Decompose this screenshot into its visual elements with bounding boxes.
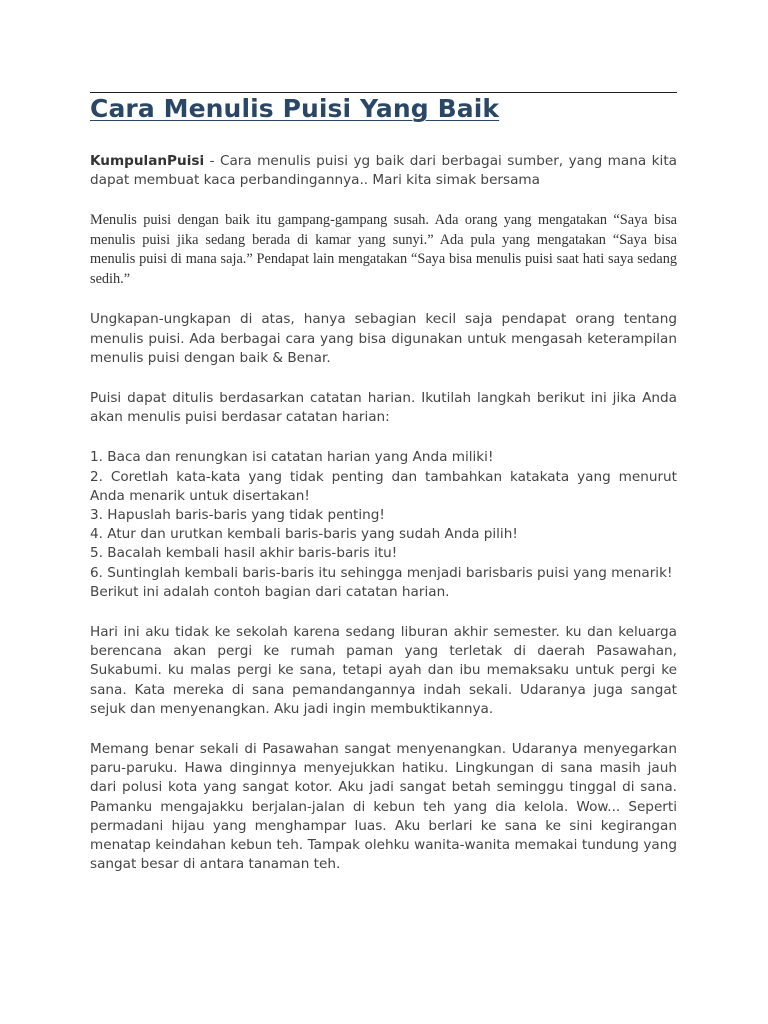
list-item: 4. Atur dan urutkan kembali baris-baris yang sudah Anda pilih! bbox=[90, 526, 518, 543]
body-paragraph-4: Memang benar sekali di Pasawahan sangat menyenangkan. Udaranya menyegarkan paru-paruku. Hawa dinginnya menyejukkan hatiku. Lingkungan di sana masih jauh dari polusi kota yang sangat kotor. Aku jadi sangat betah seminggu tinggal di sana. Pamanku mengajakku berjalan-jalan di kebun teh yang dia kelola. Wow... Seperti permadani hijau yang menghampar luas. Aku berlari ke sana ke sini kegirangan menatap keindahan kebun teh. Tampak olehku wanita-wanita memakai tundung yang sangat besar di antara tanaman teh. bbox=[90, 741, 677, 873]
body-paragraph-2: Puisi dapat ditulis berdasarkan catatan harian. Ikutilah langkah berikut ini jika Anda akan menulis puisi berdasar catatan harian: bbox=[90, 390, 677, 426]
list-item: 2. Coretlah kata-kata yang tidak penting dan tambahkan katakata yang menurut Anda menarik untuk disertakan! bbox=[90, 468, 677, 504]
list-item: 5. Bacalah kembali hasil akhir baris-baris itu! bbox=[90, 545, 398, 562]
list-item: 6. Suntinglah kembali baris-baris itu sehingga menjadi barisbaris puisi yang menarik! bbox=[90, 564, 673, 581]
after-steps-text: Berikut ini adalah contoh bagian dari catatan harian. bbox=[90, 583, 450, 600]
top-divider bbox=[90, 92, 677, 93]
steps-list bbox=[90, 448, 677, 602]
intro-paragraph bbox=[90, 152, 677, 190]
document-page bbox=[90, 92, 677, 874]
list-item: 1. Baca dan renungkan isi catatan harian yang Anda miliki! bbox=[90, 449, 494, 466]
list-item: 3. Hapuslah baris-baris yang tidak penting! bbox=[90, 507, 385, 524]
body-paragraph-1: Ungkapan-ungkapan di atas, hanya sebagian kecil saja pendapat orang tentang menulis puisi. Ada berbagai cara yang bisa digunakan untuk mengasah keterampilan menulis puisi dengan baik & Benar. bbox=[90, 311, 677, 366]
intro-text: - Cara menulis puisi yg baik dari berbagai sumber, yang mana kita dapat membuat kaca perbandingannya.. Mari kita simak bersama bbox=[90, 153, 677, 189]
body-paragraph-3: Hari ini aku tidak ke sekolah karena sedang liburan akhir semester. ku dan keluarga berencana akan pergi ke rumah paman yang terletak di daerah Pasawahan, Sukabumi. ku malas pergi ke sana, tetapi ayah dan ibu memaksaku untuk pergi ke sana. Kata mereka di sana pemandangannya indah sekali. Udaranya juga sangat sejuk dan menyenangkan. Aku jadi ingin membuktikannya. bbox=[90, 624, 677, 717]
quote-paragraph: Menulis puisi dengan baik itu gampang-gampang susah. Ada orang yang mengatakan “Saya bisa menulis puisi jika sedang berada di kamar yang sunyi.” Ada pula yang mengatakan “Saya bisa menulis puisi di mana saja.” Pendapat lain mengatakan “Saya bisa menulis puisi saat hati saya sedang sedih.” bbox=[90, 212, 677, 287]
page-title: Cara Menulis Puisi Yang Baik bbox=[90, 94, 500, 123]
intro-brand: KumpulanPuisi bbox=[90, 153, 205, 169]
